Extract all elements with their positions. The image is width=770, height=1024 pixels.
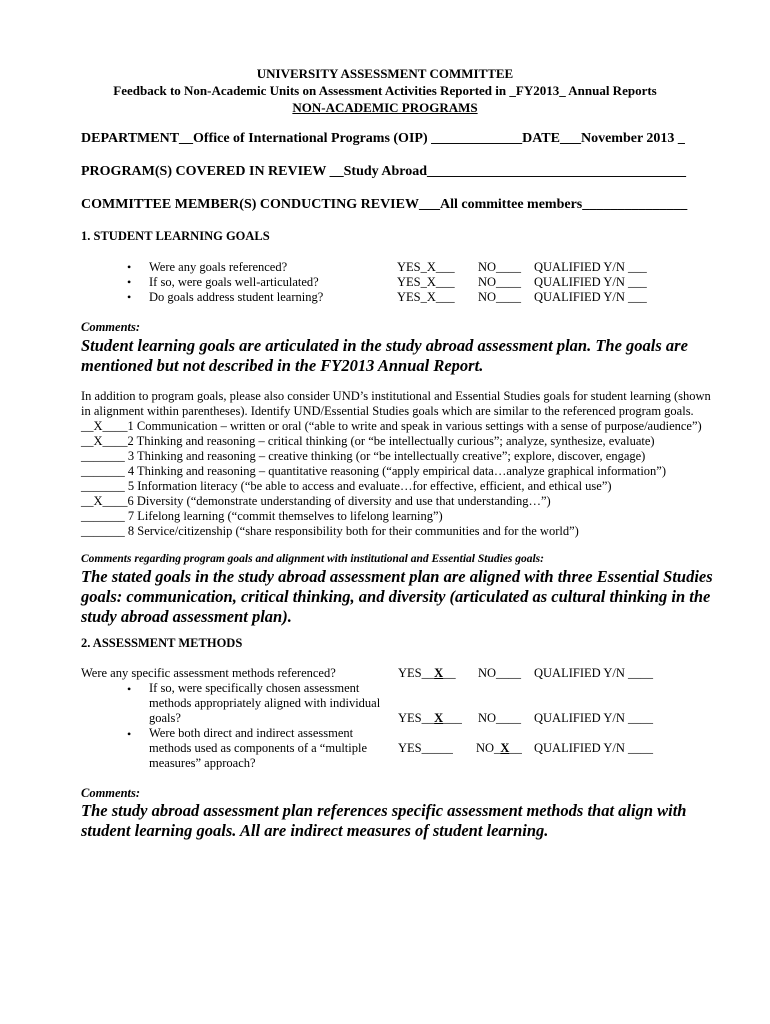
yes-suffix: ___ <box>443 711 462 725</box>
alignment-comments-label: Comments regarding program goals and alignment with institutional and Essential Studies goals: <box>81 553 544 565</box>
comments-label: Comments: <box>81 786 141 800</box>
yes-answer <box>398 666 456 681</box>
goals-comment: Student learning goals are articulated in the study abroad assessment plan. The goals are mentioned but not described in the FY2013 Annual Report. <box>81 336 688 375</box>
yes-prefix: YES__ <box>398 666 435 680</box>
department-field: DEPARTMENT__Office of International Programs (OIP) _____________DATE___November 2013 _ <box>81 131 685 146</box>
question-text: Do goals address student learning? <box>149 290 324 304</box>
no-answer: NO____ <box>478 711 522 725</box>
goals-intro: In addition to program goals, please also consider UND’s institutional and Essential Studies goals for student learning (shown in alignment within parentheses). Identify UND/Essential Studies goals which are similar to the referenced program goals. <box>81 389 711 418</box>
yes-mark: X <box>434 666 444 680</box>
goal-item: _______ 4 Thinking and reasoning – quantitative reasoning (“apply empirical data…analyze graphical information”) <box>81 464 666 478</box>
page-title: UNIVERSITY ASSESSMENT COMMITTEE <box>256 66 514 81</box>
goal-item: __X____1 Communication – written or oral (“able to write and speak in various settings with a sense of purpose/audience”) <box>81 419 702 433</box>
yes-answer: YES_X___ <box>397 275 455 289</box>
method-question-1: Were any specific assessment methods referenced? <box>81 666 336 680</box>
qualified-answer: QUALIFIED Y/N ____ <box>534 711 653 725</box>
bullet-icon: • <box>127 260 132 274</box>
programs-field: PROGRAM(S) COVERED IN REVIEW __Study Abroad_____________________________________ <box>81 164 687 179</box>
method-question-2: If so, were specifically chosen assessment methods appropriately aligned with individual goals? <box>149 681 381 725</box>
goal-item: _______ 5 Information literacy (“be able to access and evaluate…for effective, efficient, and ethical use”) <box>81 479 612 493</box>
program-type: NON-ACADEMIC PROGRAMS <box>292 100 478 115</box>
section1-heading: 1. STUDENT LEARNING GOALS <box>81 229 270 243</box>
goal-item: __X____6 Diversity (“demonstrate understanding of diversity and use that understanding…”) <box>81 494 551 508</box>
yes-prefix: YES__ <box>398 711 435 725</box>
yes-answer: YES_____ <box>398 741 453 755</box>
goal-item: _______ 7 Lifelong learning (“commit themselves to lifelong learning”) <box>81 509 443 523</box>
no-suffix: __ <box>509 741 522 755</box>
qualified-answer: QUALIFIED Y/N ___ <box>534 290 647 304</box>
goal-item: _______ 3 Thinking and reasoning – creative thinking (or “be intellectually creative”; explore, discover, engage) <box>81 449 646 463</box>
no-answer: NO____ <box>478 290 522 304</box>
bullet-icon: • <box>127 727 132 741</box>
bullet-icon: • <box>127 290 132 304</box>
goal-item: __X____2 Thinking and reasoning – critical thinking (or “be intellectually curious”; analyze, synthesize, evaluate) <box>81 434 655 448</box>
no-answer: NO____ <box>478 275 522 289</box>
goal-item: _______ 8 Service/citizenship (“share responsibility both for their communities and for the world”) <box>81 524 579 538</box>
methods-comment: The study abroad assessment plan references specific assessment methods that align with student learning goals. All are indirect measures of student learning. <box>81 801 687 840</box>
no-answer <box>476 741 522 756</box>
yes-answer: YES_X___ <box>397 260 455 274</box>
yes-suffix: __ <box>443 666 456 680</box>
yes-mark: X <box>434 711 444 725</box>
no-answer: NO____ <box>478 666 522 680</box>
question-text: If so, were goals well-articulated? <box>149 275 319 289</box>
essential-goals-list <box>81 419 702 539</box>
page-subtitle: Feedback to Non-Academic Units on Assessment Activities Reported in _FY2013_ Annual Reports <box>113 83 657 98</box>
yes-answer: YES_X___ <box>397 290 455 304</box>
bullet-icon: • <box>127 682 132 696</box>
no-prefix: NO_ <box>476 741 501 755</box>
comments-label: Comments: <box>81 320 141 334</box>
qualified-answer: QUALIFIED Y/N ___ <box>534 275 647 289</box>
qualified-answer: QUALIFIED Y/N ____ <box>534 666 653 680</box>
qualified-answer: QUALIFIED Y/N ___ <box>534 260 647 274</box>
alignment-comment: The stated goals in the study abroad assessment plan are aligned with three Essential Studies goals: communication, critical thinking, and diversity (articulated as cultural thinking in the study abroad assessment plan). <box>81 567 713 626</box>
committee-members-field: COMMITTEE MEMBER(S) CONDUCTING REVIEW___All committee members_______________ <box>81 197 688 212</box>
bullet-icon: • <box>127 275 132 289</box>
no-answer: NO____ <box>478 260 522 274</box>
section2-heading: 2. ASSESSMENT METHODS <box>81 636 243 650</box>
question-text: Were any goals referenced? <box>149 260 288 274</box>
method-question-3: Were both direct and indirect assessment methods used as components of a “multiple measures” approach? <box>149 726 368 770</box>
qualified-answer: QUALIFIED Y/N ____ <box>534 741 653 755</box>
yes-answer <box>398 711 462 726</box>
no-mark: X <box>500 741 510 755</box>
